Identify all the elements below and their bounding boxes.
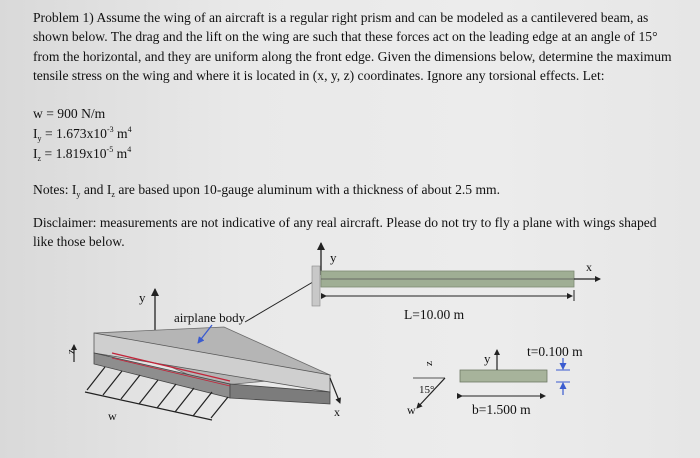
iso-y-label: y — [139, 290, 146, 305]
airplane-body-label: airplane body — [174, 310, 246, 325]
given-iz: $I_z = 1.819x10^{-5}$ $m^4$ — [33, 145, 132, 163]
problem-text: Assume the wing of an aircraft is a regular right prism and can be modeled as a cantilevered beam, as shown below. The drag and the lift on the wing are such that these forces act on the leading edge at an angle of 15° from the horizontal, and they are uniform along the front edge. Given the dimensions below, determine the maximum tensile stress on the wing and where it is located in (x, y, z) coordinates. Ignore any torsional effects. Let: — [33, 10, 672, 84]
top-x-label: x — [586, 260, 592, 274]
length-label: L=10.00 m — [404, 307, 465, 322]
disclaimer: Disclaimer: measurements are not indicative of any real aircraft. Please do not try to fly a plane with wings shaped like those below. — [33, 214, 657, 249]
notes-line: Notes: $I_y$ and $I_z$ are based upon 10-gauge aluminum with a thickness of about 2.5 mm. — [33, 181, 501, 199]
iso-x-label: x — [334, 405, 340, 419]
section-rectangle — [460, 370, 547, 382]
thickness-label: t=0.100 m — [527, 344, 583, 359]
wall-support — [312, 266, 320, 306]
problem-number: Problem 1) — [33, 10, 94, 25]
top-y-label: y — [330, 250, 337, 265]
angle-label: 15° — [419, 384, 435, 396]
iso-w-label: w — [108, 409, 117, 423]
load-value: w = 900 N/m — [33, 106, 106, 121]
top-view — [312, 243, 600, 322]
isometric-wing — [65, 279, 340, 423]
cross-section — [407, 344, 583, 417]
iso-x-axis — [330, 378, 340, 403]
section-z-label: z — [423, 361, 435, 366]
given-iy: $I_y = 1.673x10^{-3}$ $m^4$ — [33, 125, 132, 143]
top-view-pointer — [245, 279, 318, 322]
section-y-label: y — [484, 351, 491, 366]
width-label: b=1.500 m — [472, 402, 531, 417]
section-w-label: w — [407, 403, 416, 417]
iso-z-label: z — [65, 349, 77, 354]
